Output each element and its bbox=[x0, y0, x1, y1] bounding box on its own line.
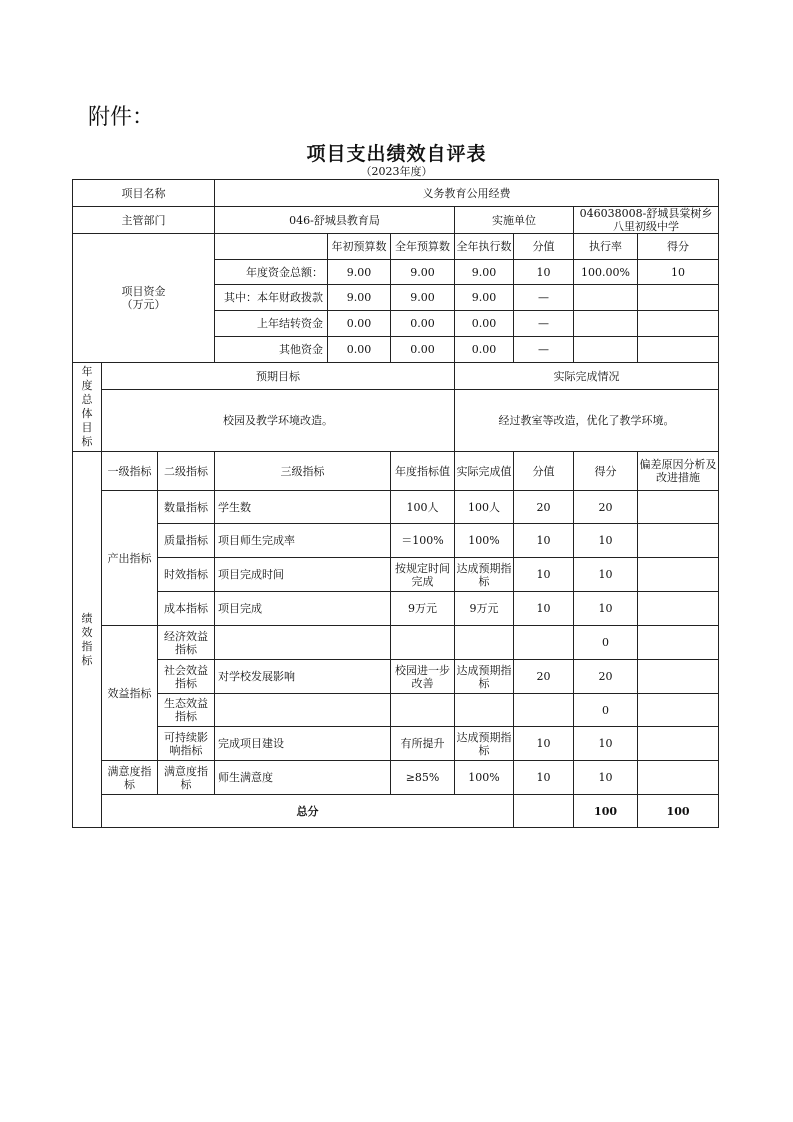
indicator-score: 0 bbox=[574, 626, 638, 660]
project-name-value: 义务教育公用经费 bbox=[215, 180, 719, 207]
funds-row-weight: — bbox=[514, 285, 574, 311]
indicators-header-l3: 三级指标 bbox=[215, 452, 391, 491]
goals-label: 年度总体目标 bbox=[73, 363, 102, 452]
indicator-score: 10 bbox=[574, 592, 638, 626]
indicator-weight: 20 bbox=[514, 491, 574, 524]
indicator-l3: 对学校发展影响 bbox=[215, 660, 391, 694]
indicators-label: 绩效指标 bbox=[73, 452, 102, 828]
funds-row-initial: 0.00 bbox=[328, 311, 391, 337]
indicator-target: 校园进一步改善 bbox=[391, 660, 455, 694]
indicator-score: 10 bbox=[574, 761, 638, 795]
funds-row-executed: 9.00 bbox=[455, 285, 514, 311]
funds-row-initial: 9.00 bbox=[328, 285, 391, 311]
funds-row-initial: 9.00 bbox=[328, 260, 391, 285]
funds-row-weight: — bbox=[514, 311, 574, 337]
department-value: 046-舒城县教育局 bbox=[215, 207, 455, 234]
indicator-weight: 10 bbox=[514, 761, 574, 795]
indicator-target: 有所提升 bbox=[391, 727, 455, 761]
indicators-header-score: 得分 bbox=[574, 452, 638, 491]
indicators-header-actual: 实际完成值 bbox=[455, 452, 514, 491]
funds-header-initial: 年初预算数 bbox=[328, 234, 391, 260]
indicator-l2: 满意度指标 bbox=[158, 761, 215, 795]
indicator-weight: 10 bbox=[514, 524, 574, 558]
funds-row-annual: 9.00 bbox=[391, 285, 455, 311]
indicator-target: 9万元 bbox=[391, 592, 455, 626]
indicator-l3: 学生数 bbox=[215, 491, 391, 524]
indicator-score: 20 bbox=[574, 660, 638, 694]
indicator-row bbox=[73, 694, 719, 727]
indicator-reason bbox=[638, 524, 719, 558]
funds-header-row bbox=[73, 234, 719, 260]
goals-content-row bbox=[73, 390, 719, 452]
indicator-score: 0 bbox=[574, 694, 638, 727]
funds-row-executed: 9.00 bbox=[455, 260, 514, 285]
funds-header-blank bbox=[215, 234, 328, 260]
department-label: 主管部门 bbox=[73, 207, 215, 234]
indicator-row bbox=[73, 558, 719, 592]
indicator-score: 10 bbox=[574, 727, 638, 761]
indicator-row bbox=[73, 626, 719, 660]
indicator-target bbox=[391, 694, 455, 727]
indicator-l2: 质量指标 bbox=[158, 524, 215, 558]
indicator-reason bbox=[638, 660, 719, 694]
indicator-l2: 生态效益指标 bbox=[158, 694, 215, 727]
indicator-l3: 完成项目建设 bbox=[215, 727, 391, 761]
total-blank bbox=[514, 795, 574, 828]
indicator-actual bbox=[455, 694, 514, 727]
indicator-actual: 100% bbox=[455, 761, 514, 795]
funds-row-executed: 0.00 bbox=[455, 337, 514, 363]
funds-row-rate: 100.00% bbox=[574, 260, 638, 285]
indicator-l2: 成本指标 bbox=[158, 592, 215, 626]
project-name-row bbox=[73, 180, 719, 207]
indicator-target bbox=[391, 626, 455, 660]
indicator-actual: 100% bbox=[455, 524, 514, 558]
indicator-target: ≥85% bbox=[391, 761, 455, 795]
indicator-l2: 时效指标 bbox=[158, 558, 215, 592]
indicator-actual: 100人 bbox=[455, 491, 514, 524]
project-name-label: 项目名称 bbox=[73, 180, 215, 207]
output-indicators-label: 产出指标 bbox=[102, 491, 158, 626]
funds-row-score bbox=[638, 311, 719, 337]
form-year: （2023年度） bbox=[360, 165, 433, 178]
indicator-row bbox=[73, 524, 719, 558]
goals-expected: 校园及教学环境改造。 bbox=[102, 390, 455, 452]
indicator-weight bbox=[514, 626, 574, 660]
form-title: 项目支出绩效自评表 bbox=[306, 143, 487, 165]
indicator-actual: 9万元 bbox=[455, 592, 514, 626]
goals-actual-header: 实际完成情况 bbox=[455, 363, 719, 390]
goals-actual: 经过教室等改造，优化了教学环境。 bbox=[455, 390, 719, 452]
benefit-indicators-label: 效益指标 bbox=[102, 626, 158, 761]
unit-label: 实施单位 bbox=[455, 207, 574, 234]
indicator-reason bbox=[638, 558, 719, 592]
funds-row-rate bbox=[574, 311, 638, 337]
total-score: 100 bbox=[638, 795, 719, 828]
indicator-l3: 项目师生完成率 bbox=[215, 524, 391, 558]
indicator-l3: 项目完成 bbox=[215, 592, 391, 626]
goals-header-row bbox=[73, 363, 719, 390]
indicators-header-weight: 分值 bbox=[514, 452, 574, 491]
funds-row-name: 其中：本年财政拨款 bbox=[215, 285, 328, 311]
indicator-actual bbox=[455, 626, 514, 660]
indicator-weight: 10 bbox=[514, 727, 574, 761]
funds-row-annual: 0.00 bbox=[391, 311, 455, 337]
indicator-target: 按规定时间完成 bbox=[391, 558, 455, 592]
indicator-row bbox=[73, 761, 719, 795]
funds-header-annual: 全年预算数 bbox=[391, 234, 455, 260]
indicator-target: 100人 bbox=[391, 491, 455, 524]
funds-row-rate bbox=[574, 337, 638, 363]
indicator-l3 bbox=[215, 694, 391, 727]
indicator-score: 10 bbox=[574, 558, 638, 592]
indicator-reason bbox=[638, 694, 719, 727]
indicator-row bbox=[73, 592, 719, 626]
indicator-l2: 数量指标 bbox=[158, 491, 215, 524]
indicator-row bbox=[73, 660, 719, 694]
unit-value: 046038008-舒城县棠树乡八里初级中学 bbox=[574, 207, 719, 234]
indicator-score: 10 bbox=[574, 524, 638, 558]
total-row bbox=[73, 795, 719, 828]
funds-row-score bbox=[638, 337, 719, 363]
indicator-score: 20 bbox=[574, 491, 638, 524]
indicator-weight: 10 bbox=[514, 592, 574, 626]
indicator-reason bbox=[638, 626, 719, 660]
indicator-l2: 可持续影响指标 bbox=[158, 727, 215, 761]
funds-label: 项目资金 （万元） bbox=[73, 234, 215, 363]
funds-row-name: 年度资金总额： bbox=[215, 260, 328, 285]
indicator-l3: 项目完成时间 bbox=[215, 558, 391, 592]
total-weight: 100 bbox=[574, 795, 638, 828]
attachment-label: 附件： bbox=[88, 105, 155, 130]
indicators-header-row bbox=[73, 452, 719, 491]
funds-row-annual: 9.00 bbox=[391, 260, 455, 285]
indicators-header-l2: 二级指标 bbox=[158, 452, 215, 491]
indicator-reason bbox=[638, 491, 719, 524]
funds-row-executed: 0.00 bbox=[455, 311, 514, 337]
funds-header-weight: 分值 bbox=[514, 234, 574, 260]
indicator-reason bbox=[638, 727, 719, 761]
indicators-header-target: 年度指标值 bbox=[391, 452, 455, 491]
funds-row-initial: 0.00 bbox=[328, 337, 391, 363]
indicators-header-reason: 偏差原因分析及改进措施 bbox=[638, 452, 719, 491]
funds-row-name: 上年结转资金 bbox=[215, 311, 328, 337]
indicator-l2: 经济效益指标 bbox=[158, 626, 215, 660]
indicator-l3 bbox=[215, 626, 391, 660]
funds-row-score bbox=[638, 285, 719, 311]
indicator-reason bbox=[638, 761, 719, 795]
funds-header-executed: 全年执行数 bbox=[455, 234, 514, 260]
indicator-weight bbox=[514, 694, 574, 727]
indicator-actual: 达成预期指标 bbox=[455, 558, 514, 592]
department-row bbox=[73, 207, 719, 234]
evaluation-table bbox=[72, 179, 719, 828]
funds-row-name: 其他资金 bbox=[215, 337, 328, 363]
indicators-header-l1: 一级指标 bbox=[102, 452, 158, 491]
indicator-actual: 达成预期指标 bbox=[455, 727, 514, 761]
funds-header-score: 得分 bbox=[638, 234, 719, 260]
indicator-reason bbox=[638, 592, 719, 626]
funds-row-annual: 0.00 bbox=[391, 337, 455, 363]
indicator-weight: 10 bbox=[514, 558, 574, 592]
total-label: 总分 bbox=[102, 795, 514, 828]
goals-expected-header: 预期目标 bbox=[102, 363, 455, 390]
indicator-weight: 20 bbox=[514, 660, 574, 694]
funds-row-weight: 10 bbox=[514, 260, 574, 285]
indicator-row bbox=[73, 727, 719, 761]
indicator-l3: 师生满意度 bbox=[215, 761, 391, 795]
indicator-row bbox=[73, 491, 719, 524]
indicator-l2: 社会效益指标 bbox=[158, 660, 215, 694]
funds-row-rate bbox=[574, 285, 638, 311]
indicator-actual: 达成预期指标 bbox=[455, 660, 514, 694]
satisfaction-indicators-label: 满意度指标 bbox=[102, 761, 158, 795]
funds-row-weight: — bbox=[514, 337, 574, 363]
indicator-target: ＝100% bbox=[391, 524, 455, 558]
funds-row-score: 10 bbox=[638, 260, 719, 285]
funds-header-rate: 执行率 bbox=[574, 234, 638, 260]
